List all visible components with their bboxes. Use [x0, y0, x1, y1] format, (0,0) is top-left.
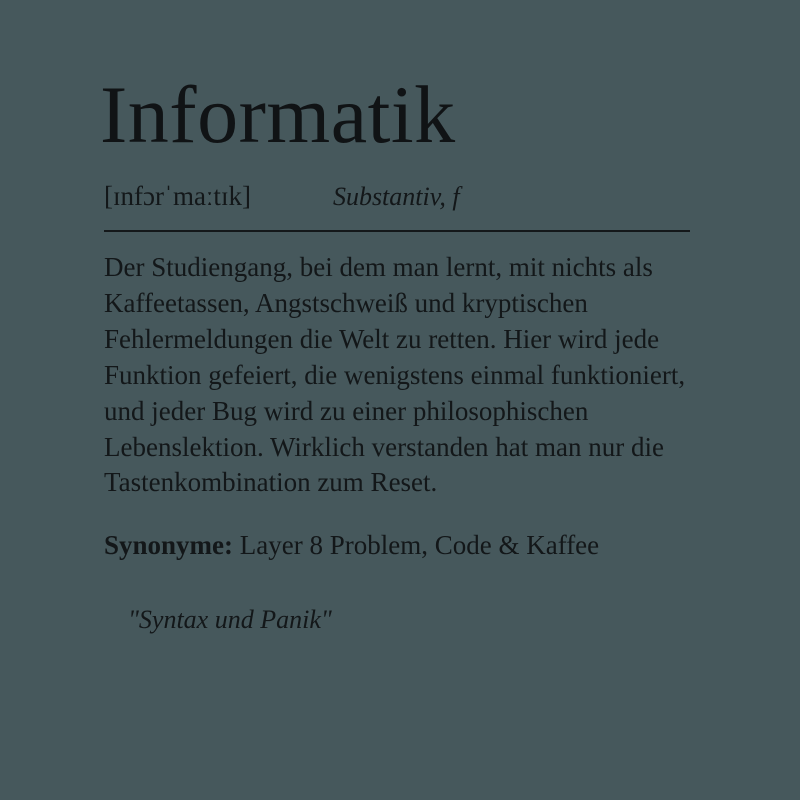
pronunciation-text: [ɪnfɔrˈmaːtɪk] [104, 181, 251, 211]
synonyms-label: Synonyme: [104, 530, 234, 561]
definition-text: Der Studiengang, bei dem man lernt, mit nichts als Kaffeetassen, Angstschweiß und kryptischen Fehlermeldungen die Welt zu retten. Hier wird jede Funktion gefeiert, die wenigstens einmal funktioniert, und jeder Bug wird zu einer philosophischen Lebenslektion. Wirklich verstanden hat man nur die Tastenkombination zum Reset. [104, 252, 686, 498]
divider [104, 230, 690, 232]
synonyms-row [104, 528, 700, 563]
entry-meta-row [100, 182, 700, 212]
page-title: Informatik [100, 69, 456, 160]
part-of-speech-text: Substantiv, f [332, 182, 460, 211]
synonyms-value: Layer 8 Problem, Code & Kaffee [239, 530, 600, 561]
quote-text: "Syntax und Panik" [128, 605, 332, 635]
